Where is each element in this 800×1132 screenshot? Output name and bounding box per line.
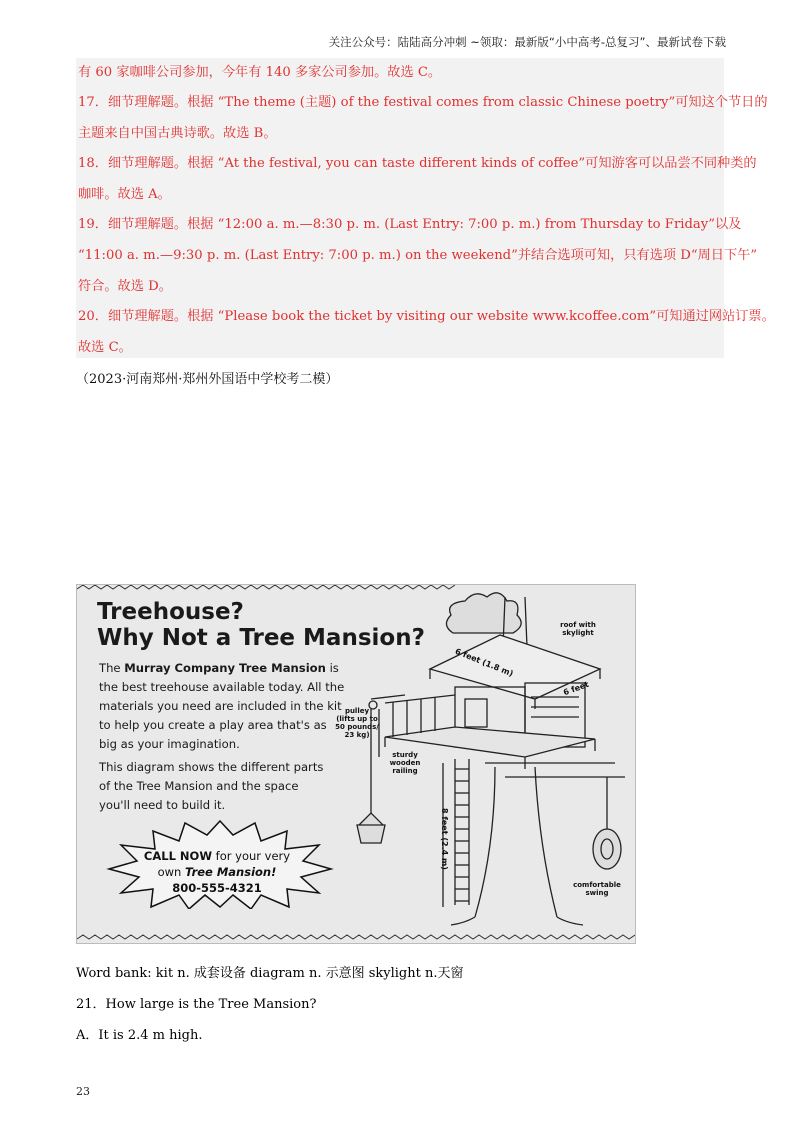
ad-paragraph-line: big as your imagination. [99, 737, 240, 751]
answer-line: 符合。故选 D。 [78, 279, 172, 294]
label-six-feet-width: 6 feet (1.8 m) [453, 646, 515, 679]
answer-line: 咖啡。故选 A。 [78, 187, 171, 202]
call-now-line2: own Tree Mansion! [157, 865, 277, 879]
ad-paragraph-line: This diagram shows the different parts [99, 760, 324, 774]
answer-line: “11:00 a. m.—9:30 p. m. (Last Entry: 7:00 p. m.) on the weekend”并结合选项可知，只有选项 D“周日下午” [78, 248, 758, 263]
answer-line: 17．细节理解题。根据 “The theme (主题) of the festival comes from classic Chinese poetry”可知这个节日的 [78, 95, 768, 110]
answer-line: 19．细节理解题。根据 “12:00 a. m.—8:30 p. m. (Last Entry: 7:00 p. m.) from Thursday to Friday”以及 [78, 217, 742, 232]
label-six-feet-depth: 6 feet [562, 679, 591, 698]
label-railing: sturdy wooden railing [389, 751, 421, 775]
question-21: 21．How large is the Tree Mansion? [76, 997, 317, 1012]
ad-paragraph-line: of the Tree Mansion and the space [99, 779, 299, 793]
call-now-starburst [105, 819, 335, 909]
ad-title-line2: Why Not a Tree Mansion? [97, 625, 425, 651]
ad-paragraph-first-line: The Murray Company Tree Mansion is [99, 661, 339, 675]
ad-paragraph-line: materials you need are included in the kit [99, 699, 342, 713]
ad-title-line1: Treehouse? [97, 599, 244, 625]
answer-line: 18．细节理解题。根据 “At the festival, you can taste different kinds of coffee”可知游客可以品尝不同种类的 [78, 156, 757, 171]
option-a: A．It is 2.4 m high. [76, 1028, 203, 1043]
label-pulley: pulley (lifts up to 50 pounds/ 23 kg) [335, 707, 379, 739]
answer-line: 20．细节理解题。根据 “Please book the ticket by visiting our website www.kcoffee.com”可知通过网站订票。 [78, 309, 775, 324]
question-source: （2023·河南郑州·郑州外国语中学校考二模） [76, 372, 339, 387]
ad-paragraph-line: the best treehouse available today. All the [99, 680, 345, 694]
label-swing: comfortable swing [573, 881, 621, 897]
answer-line: 故选 C。 [78, 340, 132, 355]
label-roof-skylight: roof with skylight [560, 621, 596, 637]
tree-mansion-advertisement [76, 584, 636, 944]
call-now-line: CALL NOW for your very [143, 849, 291, 863]
page-header: 关注公众号：陆陆高分冲刺 ~领取：最新版“小中高考-总复习”、最新试卷下载 [328, 35, 726, 49]
answer-line: 主题来自中国古典诗歌。故选 B。 [78, 126, 277, 141]
word-bank: Word bank: kit n. 成套设备 diagram n. 示意图 skylight n.天窗 [76, 966, 464, 981]
ad-paragraph-line: to help you create a play area that's as [99, 718, 327, 732]
phone-number: 800-555-4321 [172, 881, 262, 895]
page-number: 23 [76, 1085, 90, 1098]
answer-line: 有 60 家咖啡公司参加，今年有 140 多家公司参加。故选 C。 [78, 65, 442, 80]
label-eight-feet-height: 8 feet (2.4 m) [439, 808, 449, 870]
ad-paragraph-line: you'll need to build it. [99, 798, 226, 812]
